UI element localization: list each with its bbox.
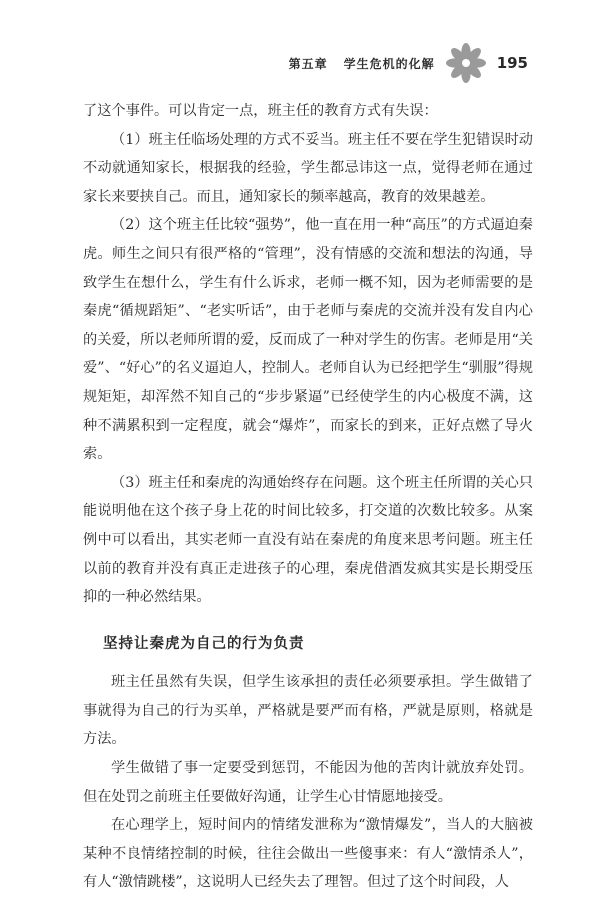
section-title: 学生危机的化解 [343,56,435,71]
chapter-label: 第五章 [288,56,328,71]
running-header [289,42,528,84]
page-number: 195 [496,54,528,72]
flower-ornament-icon [445,42,487,84]
paragraph-continuation: 了这个事件。可以肯定一点，班主任的教育方式有失误： [83,103,438,119]
paragraph-responsibility: 班主任虽然有失误，但学生该承担的责任必须要承担。学生做错了事就得为自己的行为买单，严格就是要严而有格，严就是原则，格就是方法。 [83,674,533,748]
paragraph-point-3: （3）班主任和秦虎的沟通始终存在问题。这个班主任所谓的关心只能说明他在这个孩子身上花的时间比较多，打交道的次数比较多。从案例中可以看出，其实老师一直没有站在秦虎的角度来思考问题。班主任以前的教育并没有真正走进孩子的心理，秦虎借酒发疯其实是长期受压抑的一种必然结果。 [83,474,533,606]
section-heading: 坚持让秦虎为自己的行为负责 [103,635,305,652]
paragraph-psychology: 在心理学上，短时间内的情绪发泄称为“激情爆发”，当人的大脑被某种不良情绪控制的时候，往往会做出一些傻事来：有人“激情杀人”，有人“激情跳楼”，这说明人已经失去了理智。但过了这个时间段，人 [83,817,533,891]
page-body [83,97,533,897]
paragraph-point-2: （2）这个班主任比较“强势”，他一直在用一种“高压”的方式逼迫秦虎。师生之间只有很严格的“管理”，没有情感的交流和想法的沟通，导致学生在想什么，学生有什么诉求，老师一概不知，因为老师需要的是秦虎“循规蹈矩”、“老实听话”，由于老师与秦虎的交流并没有发自内心的关爱，所以老师所谓的爱，反而成了一种对学生的伤害。老师是用“关爱”、“好心”的名义逼迫人，控制人。老师自认为已经把学生“驯服”得规规矩矩，却浑然不知自己的“步步紧逼”已经使学生的内心极度不满，这种不满累积到一定程度，就会“爆炸”，而家长的到来，正好点燃了导火索。 [83,217,533,463]
paragraph-punishment: 学生做错了事一定要受到惩罚，不能因为他的苦肉计就放弃处罚。但在处罚之前班主任要做好沟通，让学生心甘情愿地接受。 [83,760,533,805]
paragraph-point-1: （1）班主任临场处理的方式不妥当。班主任不要在学生犯错误时动不动就通知家长，根据我的经验，学生都忌讳这一点，觉得老师在通过家长来要挟自己。而且，通知家长的频率越高，教育的效果越差。 [83,131,533,205]
